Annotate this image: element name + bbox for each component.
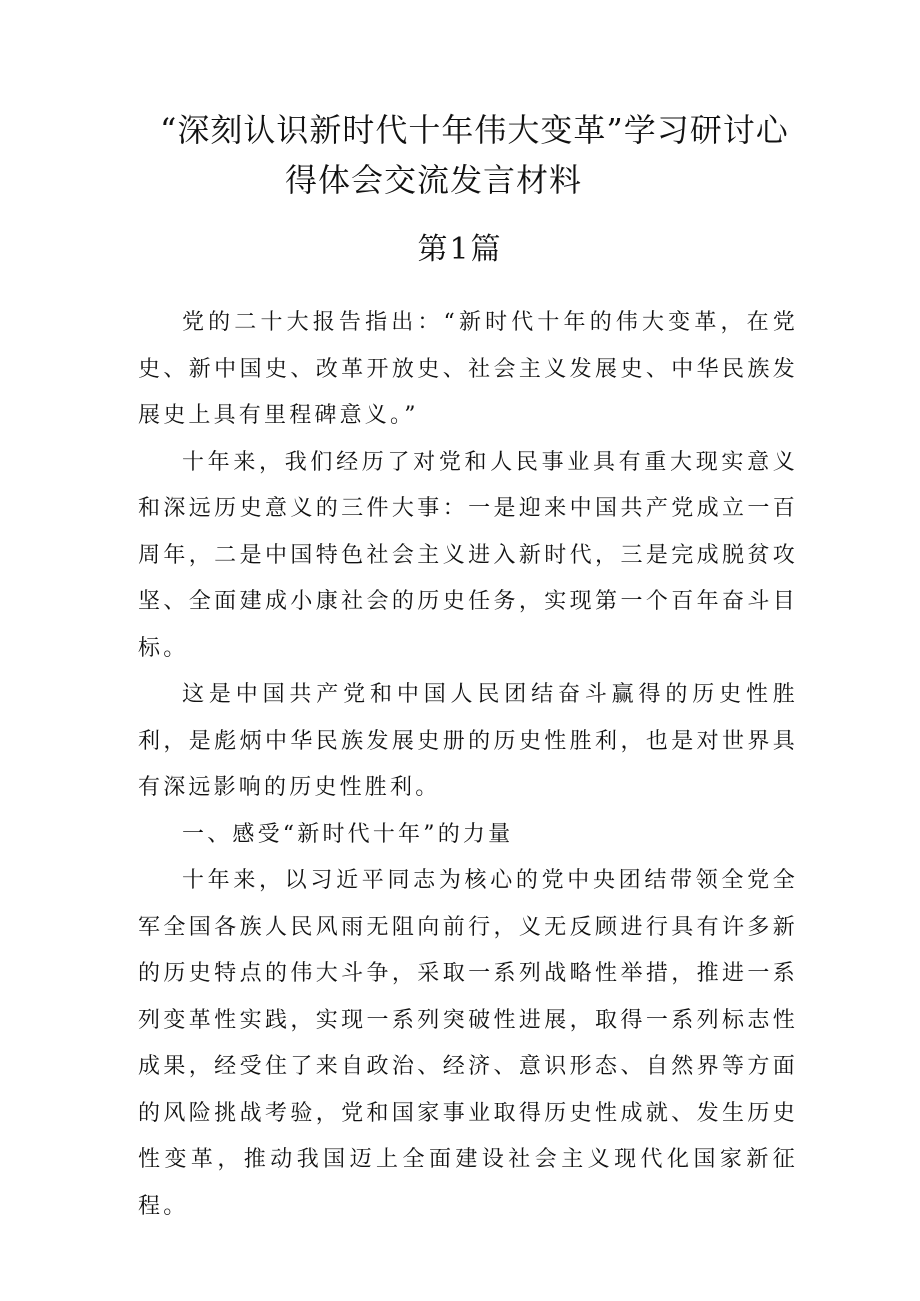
document-title-line-1: “深刻认识新时代十年伟大变革”学习研讨心 xyxy=(160,111,789,149)
paragraph-1: 党的二十大报告指出：“新时代十年的伟大变革，在党史、新中国史、改革开放史、社会主义发展史、中华民族发展史上具有里程碑意义。” xyxy=(138,310,798,428)
paragraph-3: 这是中国共产党和中国人民团结奋斗赢得的历史性胜利，是彪炳中华民族发展史册的历史性胜利，也是对世界具有深远影响的历史性胜利。 xyxy=(138,682,798,800)
chapter-heading: 第1篇 xyxy=(417,232,503,267)
paragraph-4: 十年来，以习近平同志为核心的党中央团结带领全党全军全国各族人民风雨无阻向前行，义无反顾进行具有许多新的历史特点的伟大斗争，采取一系列战略性举措，推进一系列变革性实践，实现一系列突破性进展，取得一系列标志性成果，经受住了来自政治、经济、意识形态、自然界等方面的风险挑战考验，党和国家事业取得历史性成就、发生历史性变革，推动我国迈上全面建设社会主义现代化国家新征程。 xyxy=(138,868,798,1219)
document-title-line-2: 得体会交流发言材料 xyxy=(285,161,583,199)
document-body xyxy=(138,300,798,1230)
section-heading-1: 一、感受“新时代十年”的力量 xyxy=(182,821,514,847)
paragraph-2: 十年来，我们经历了对党和人民事业具有重大现实意义和深远历史意义的三件大事：一是迎来中国共产党成立一百周年，二是中国特色社会主义进入新时代，三是完成脱贫攻坚、全面建成小康社会的历史任务，实现第一个百年奋斗目标。 xyxy=(138,449,798,661)
